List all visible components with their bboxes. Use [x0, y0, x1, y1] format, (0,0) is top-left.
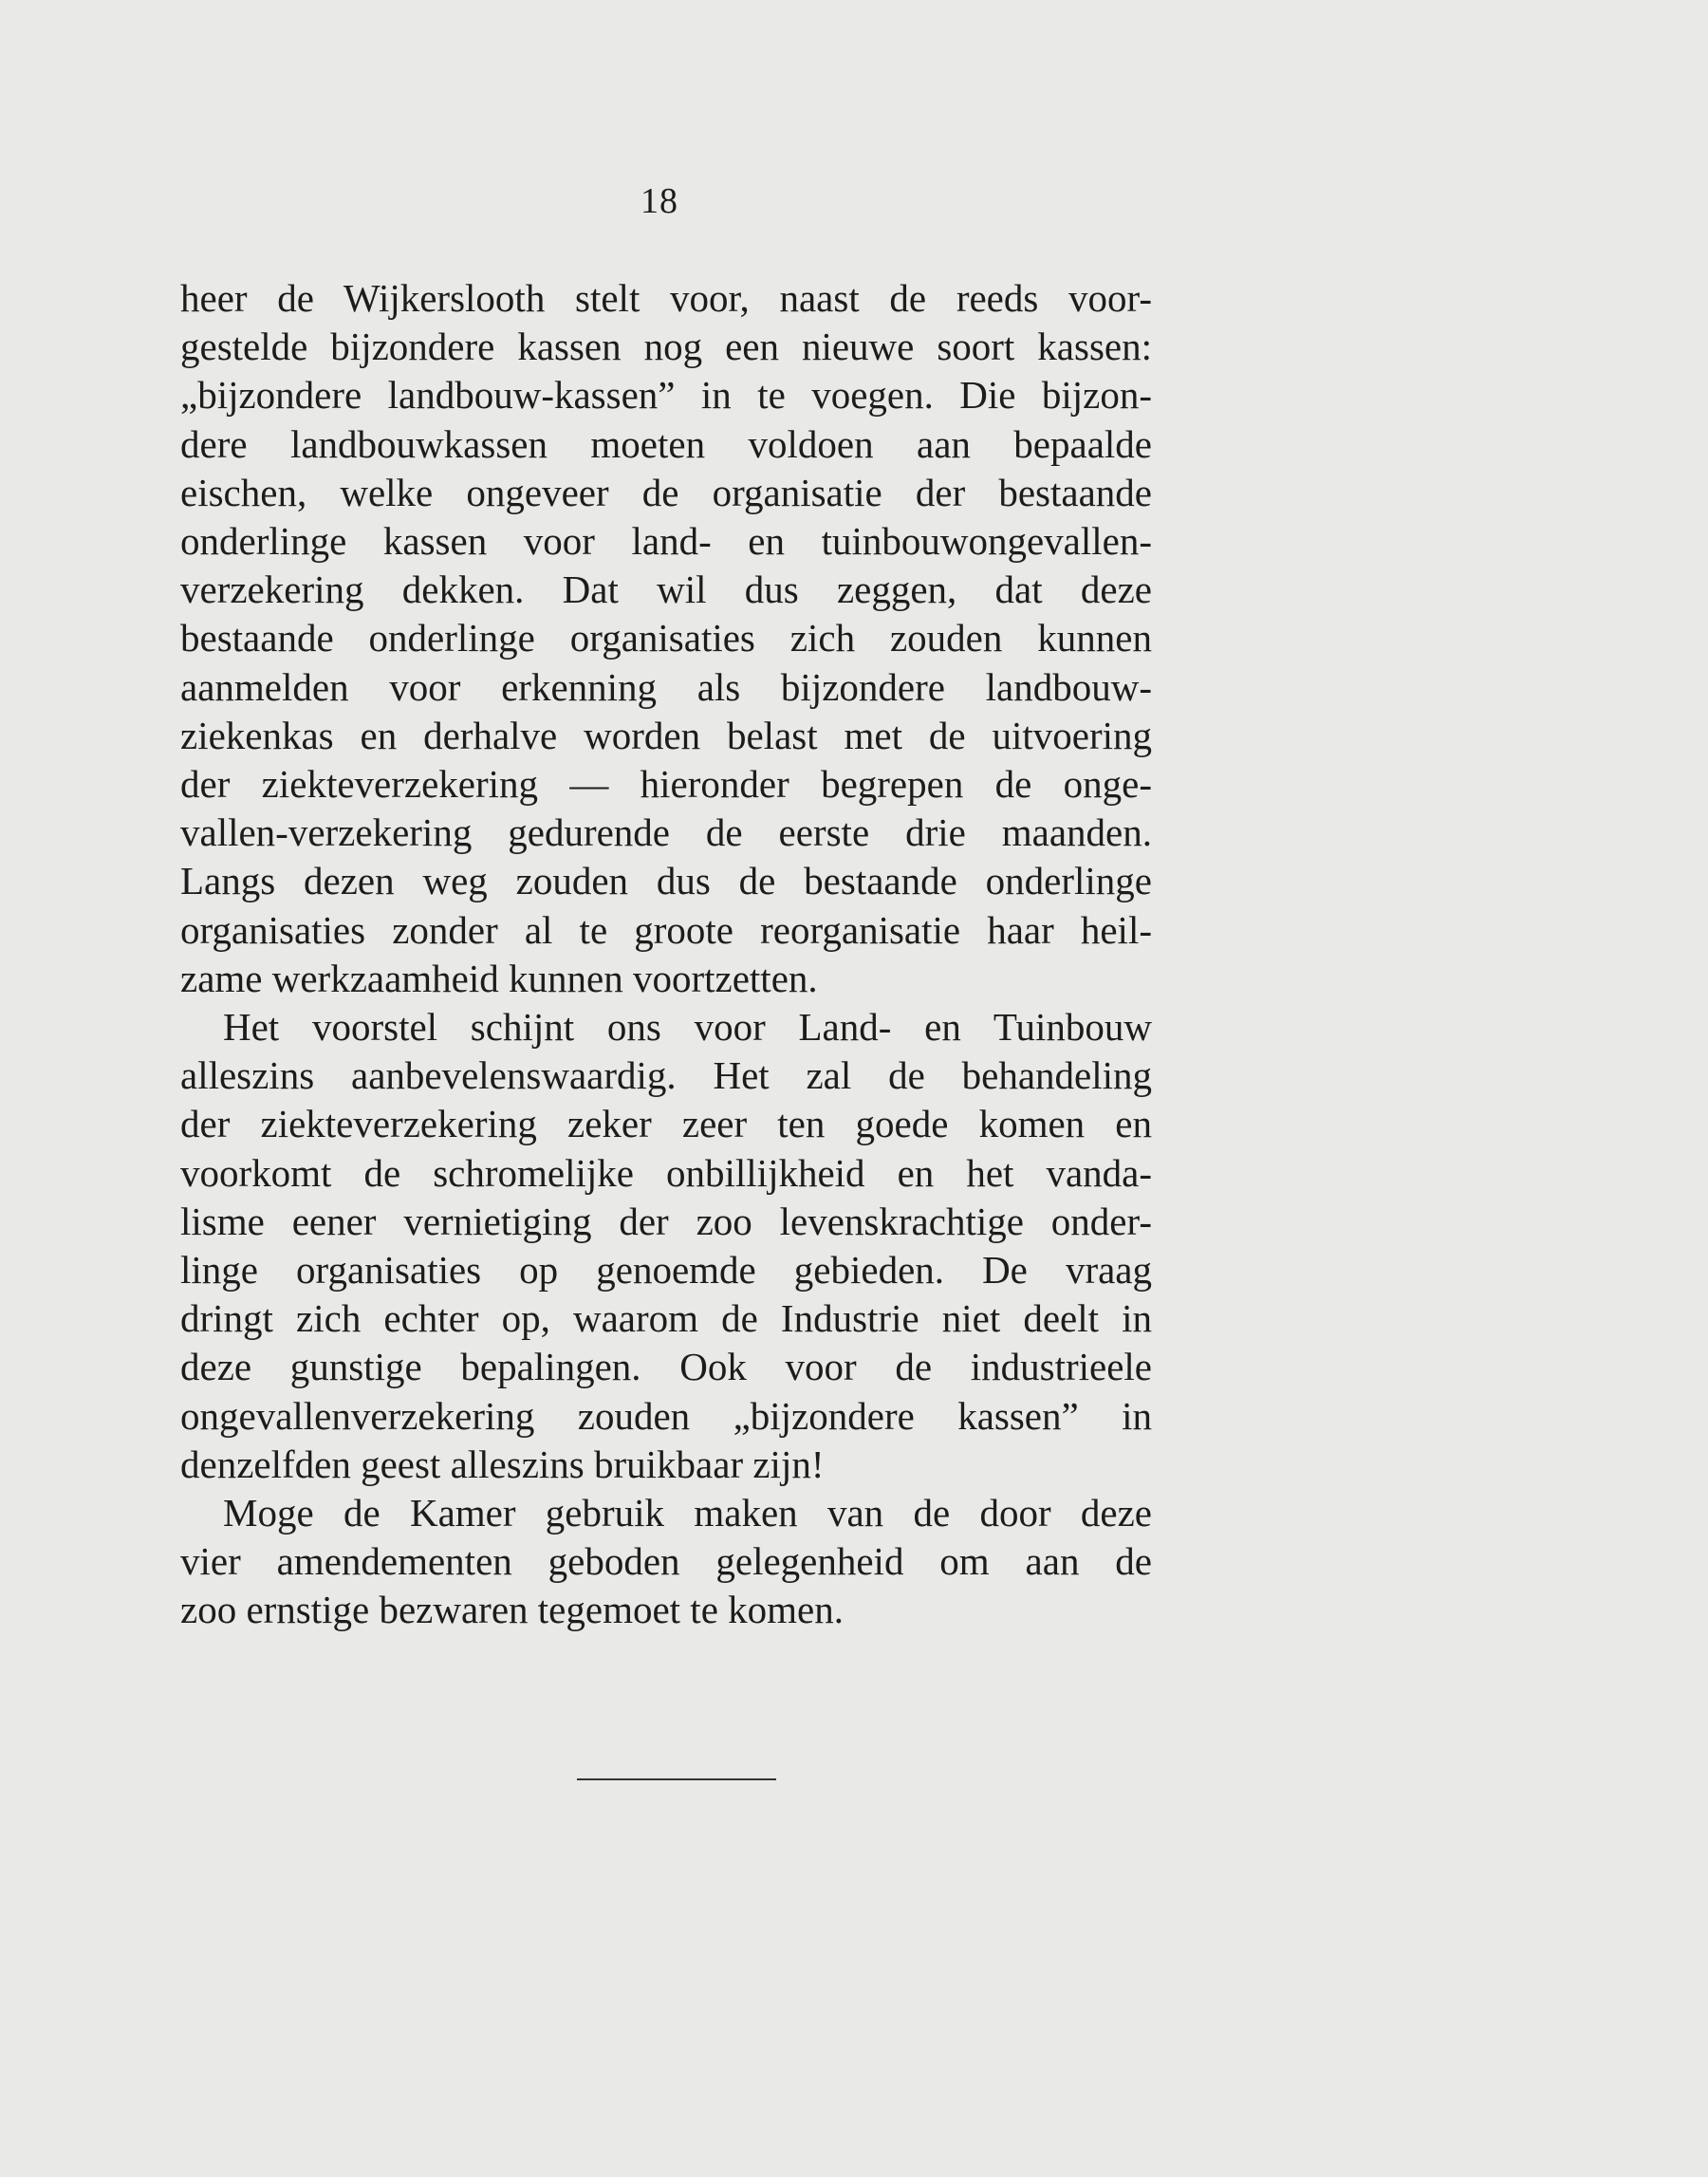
text-line: lisme eener vernietiging der zoo levenskrachtige onder- — [180, 1199, 1152, 1243]
text-line: organisaties zonder al te groote reorganisatie haar heil- — [180, 907, 1152, 952]
text-line: deze gunstige bepalingen. Ook voor de industrieele — [180, 1345, 1152, 1389]
text-line: gestelde bijzondere kassen nog een nieuwe soort kassen: — [180, 325, 1152, 369]
text-line: voorkomt de schromelijke onbillijkheid en het vanda- — [180, 1150, 1152, 1195]
text-line: dere landbouwkassen moeten voldoen aan bepaalde — [180, 421, 1152, 466]
section-divider — [577, 1778, 776, 1780]
text-line: heer de Wijkerslooth stelt voor, naast de reeds voor- — [180, 276, 1152, 320]
text-line: Moge de Kamer gebruik maken van de door deze — [223, 1491, 1152, 1535]
text-line: „bijzondere landbouw-kassen” in te voegen. Die bijzon- — [180, 373, 1152, 418]
text-line: Langs dezen weg zouden dus de bestaande onderlinge — [180, 859, 1152, 903]
text-line: ziekenkas en derhalve worden belast met de uitvoering — [180, 713, 1152, 757]
body-text — [180, 274, 1152, 1635]
text-line: ongevallenverzekering zouden „bijzondere kassen” in — [180, 1393, 1152, 1438]
text-line: denzelfden geest alleszins bruikbaar zijn! — [180, 1442, 825, 1486]
text-line: aanmelden voor erkenning als bijzondere landbouw- — [180, 664, 1152, 709]
text-line: der ziekteverzekering zeker zeer ten goede komen en — [180, 1102, 1152, 1146]
text-line: Het voorstel schijnt ons voor Land- en Tuinbouw — [223, 1005, 1152, 1050]
text-line: zame werkzaamheid kunnen voortzetten. — [180, 956, 818, 1000]
paragraph — [180, 274, 1152, 1003]
text-line: bestaande onderlinge organisaties zich zouden kunnen — [180, 616, 1152, 661]
text-line: zoo ernstige bezwaren tegemoet te komen. — [180, 1588, 844, 1632]
text-line: linge organisaties op genoemde gebieden. De vraag — [180, 1248, 1152, 1293]
text-line: verzekering dekken. Dat wil dus zeggen, dat deze — [180, 568, 1152, 612]
text-line: alleszins aanbevelenswaardig. Het zal de behandeling — [180, 1053, 1152, 1098]
text-line: dringt zich echter op, waarom de Industrie niet deelt in — [180, 1296, 1152, 1341]
text-line: onderlinge kassen voor land- en tuinbouwongevallen- — [180, 519, 1152, 564]
text-line: vier amendementen geboden gelegenheid om aan de — [180, 1539, 1152, 1584]
paragraph — [180, 1003, 1152, 1489]
text-line: eischen, welke ongeveer de organisatie der bestaande — [180, 470, 1152, 514]
text-line: der ziekteverzekering — hieronder begrepen de onge- — [180, 762, 1152, 807]
text-line: vallen-verzekering gedurende de eerste drie maanden. — [180, 810, 1152, 855]
page-number: 18 — [640, 181, 678, 221]
paragraph — [180, 1489, 1152, 1635]
